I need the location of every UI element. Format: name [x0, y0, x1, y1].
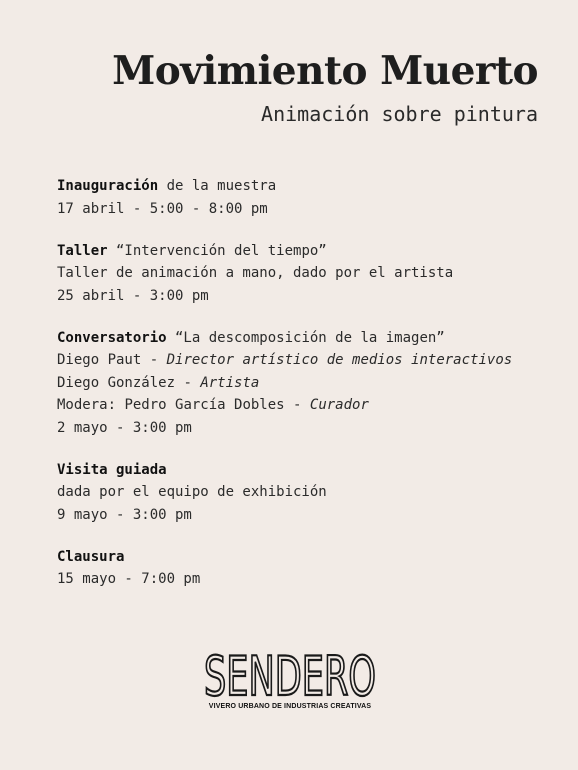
- event-heading: [57, 175, 562, 198]
- sendero-wordmark: [201, 648, 379, 702]
- event-taller: [57, 240, 562, 308]
- event-inauguracion: [57, 175, 562, 220]
- event-description: “La descomposición de la imagen”: [166, 329, 445, 346]
- participant-row: [57, 372, 562, 395]
- participant-name: Diego González: [57, 374, 176, 391]
- event-detail: dada por el equipo de exhibición: [57, 484, 327, 500]
- participant-row: [57, 394, 562, 417]
- event-visita-guiada: [57, 459, 562, 527]
- moderator-label: Modera:: [57, 397, 125, 413]
- sendero-logo: [200, 648, 380, 710]
- event-date: 25 abril - 3:00 pm: [57, 287, 209, 304]
- page-title: Movimiento Muerto: [112, 48, 538, 94]
- participant-role: Artista: [200, 374, 260, 391]
- logo-tagline: VIVERO URBANO DE INDUSTRIAS CREATIVAS: [208, 703, 372, 710]
- event-heading: [57, 327, 562, 350]
- participant-name: Diego Paut: [57, 352, 142, 368]
- separator: -: [284, 397, 310, 413]
- event-name: Conversatorio: [57, 329, 167, 346]
- event-heading: [57, 240, 562, 263]
- participant-row: [57, 349, 562, 372]
- separator: -: [141, 352, 167, 368]
- page-subtitle: Animación sobre pintura: [261, 102, 538, 126]
- event-description: de la muestra: [158, 178, 277, 194]
- event-description: “Intervención del tiempo”: [107, 242, 327, 259]
- event-heading: [57, 546, 562, 569]
- event-date: 2 mayo - 3:00 pm: [57, 419, 192, 436]
- participant-role: Curador: [309, 397, 369, 413]
- event-date: 15 mayo - 7:00 pm: [57, 571, 201, 587]
- event-heading: [57, 459, 562, 482]
- event-name: Taller: [57, 242, 108, 259]
- event-date: 9 mayo - 3:00 pm: [57, 506, 192, 523]
- event-name: Inauguración: [57, 178, 159, 194]
- event-conversatorio: [57, 327, 562, 440]
- participant-name: Pedro García Dobles: [124, 397, 285, 413]
- event-date: 17 abril - 5:00 - 8:00 pm: [57, 200, 268, 217]
- event-schedule: [57, 175, 562, 610]
- event-clausura: [57, 546, 562, 591]
- event-name: Visita guiada: [57, 461, 167, 478]
- separator: -: [175, 374, 201, 391]
- event-name: Clausura: [57, 548, 125, 565]
- participant-role: Director artístico de medios interactivos: [166, 352, 513, 368]
- event-detail: Taller de animación a mano, dado por el artista: [57, 265, 454, 281]
- logo-wordmark-text: SENDERO: [204, 648, 376, 702]
